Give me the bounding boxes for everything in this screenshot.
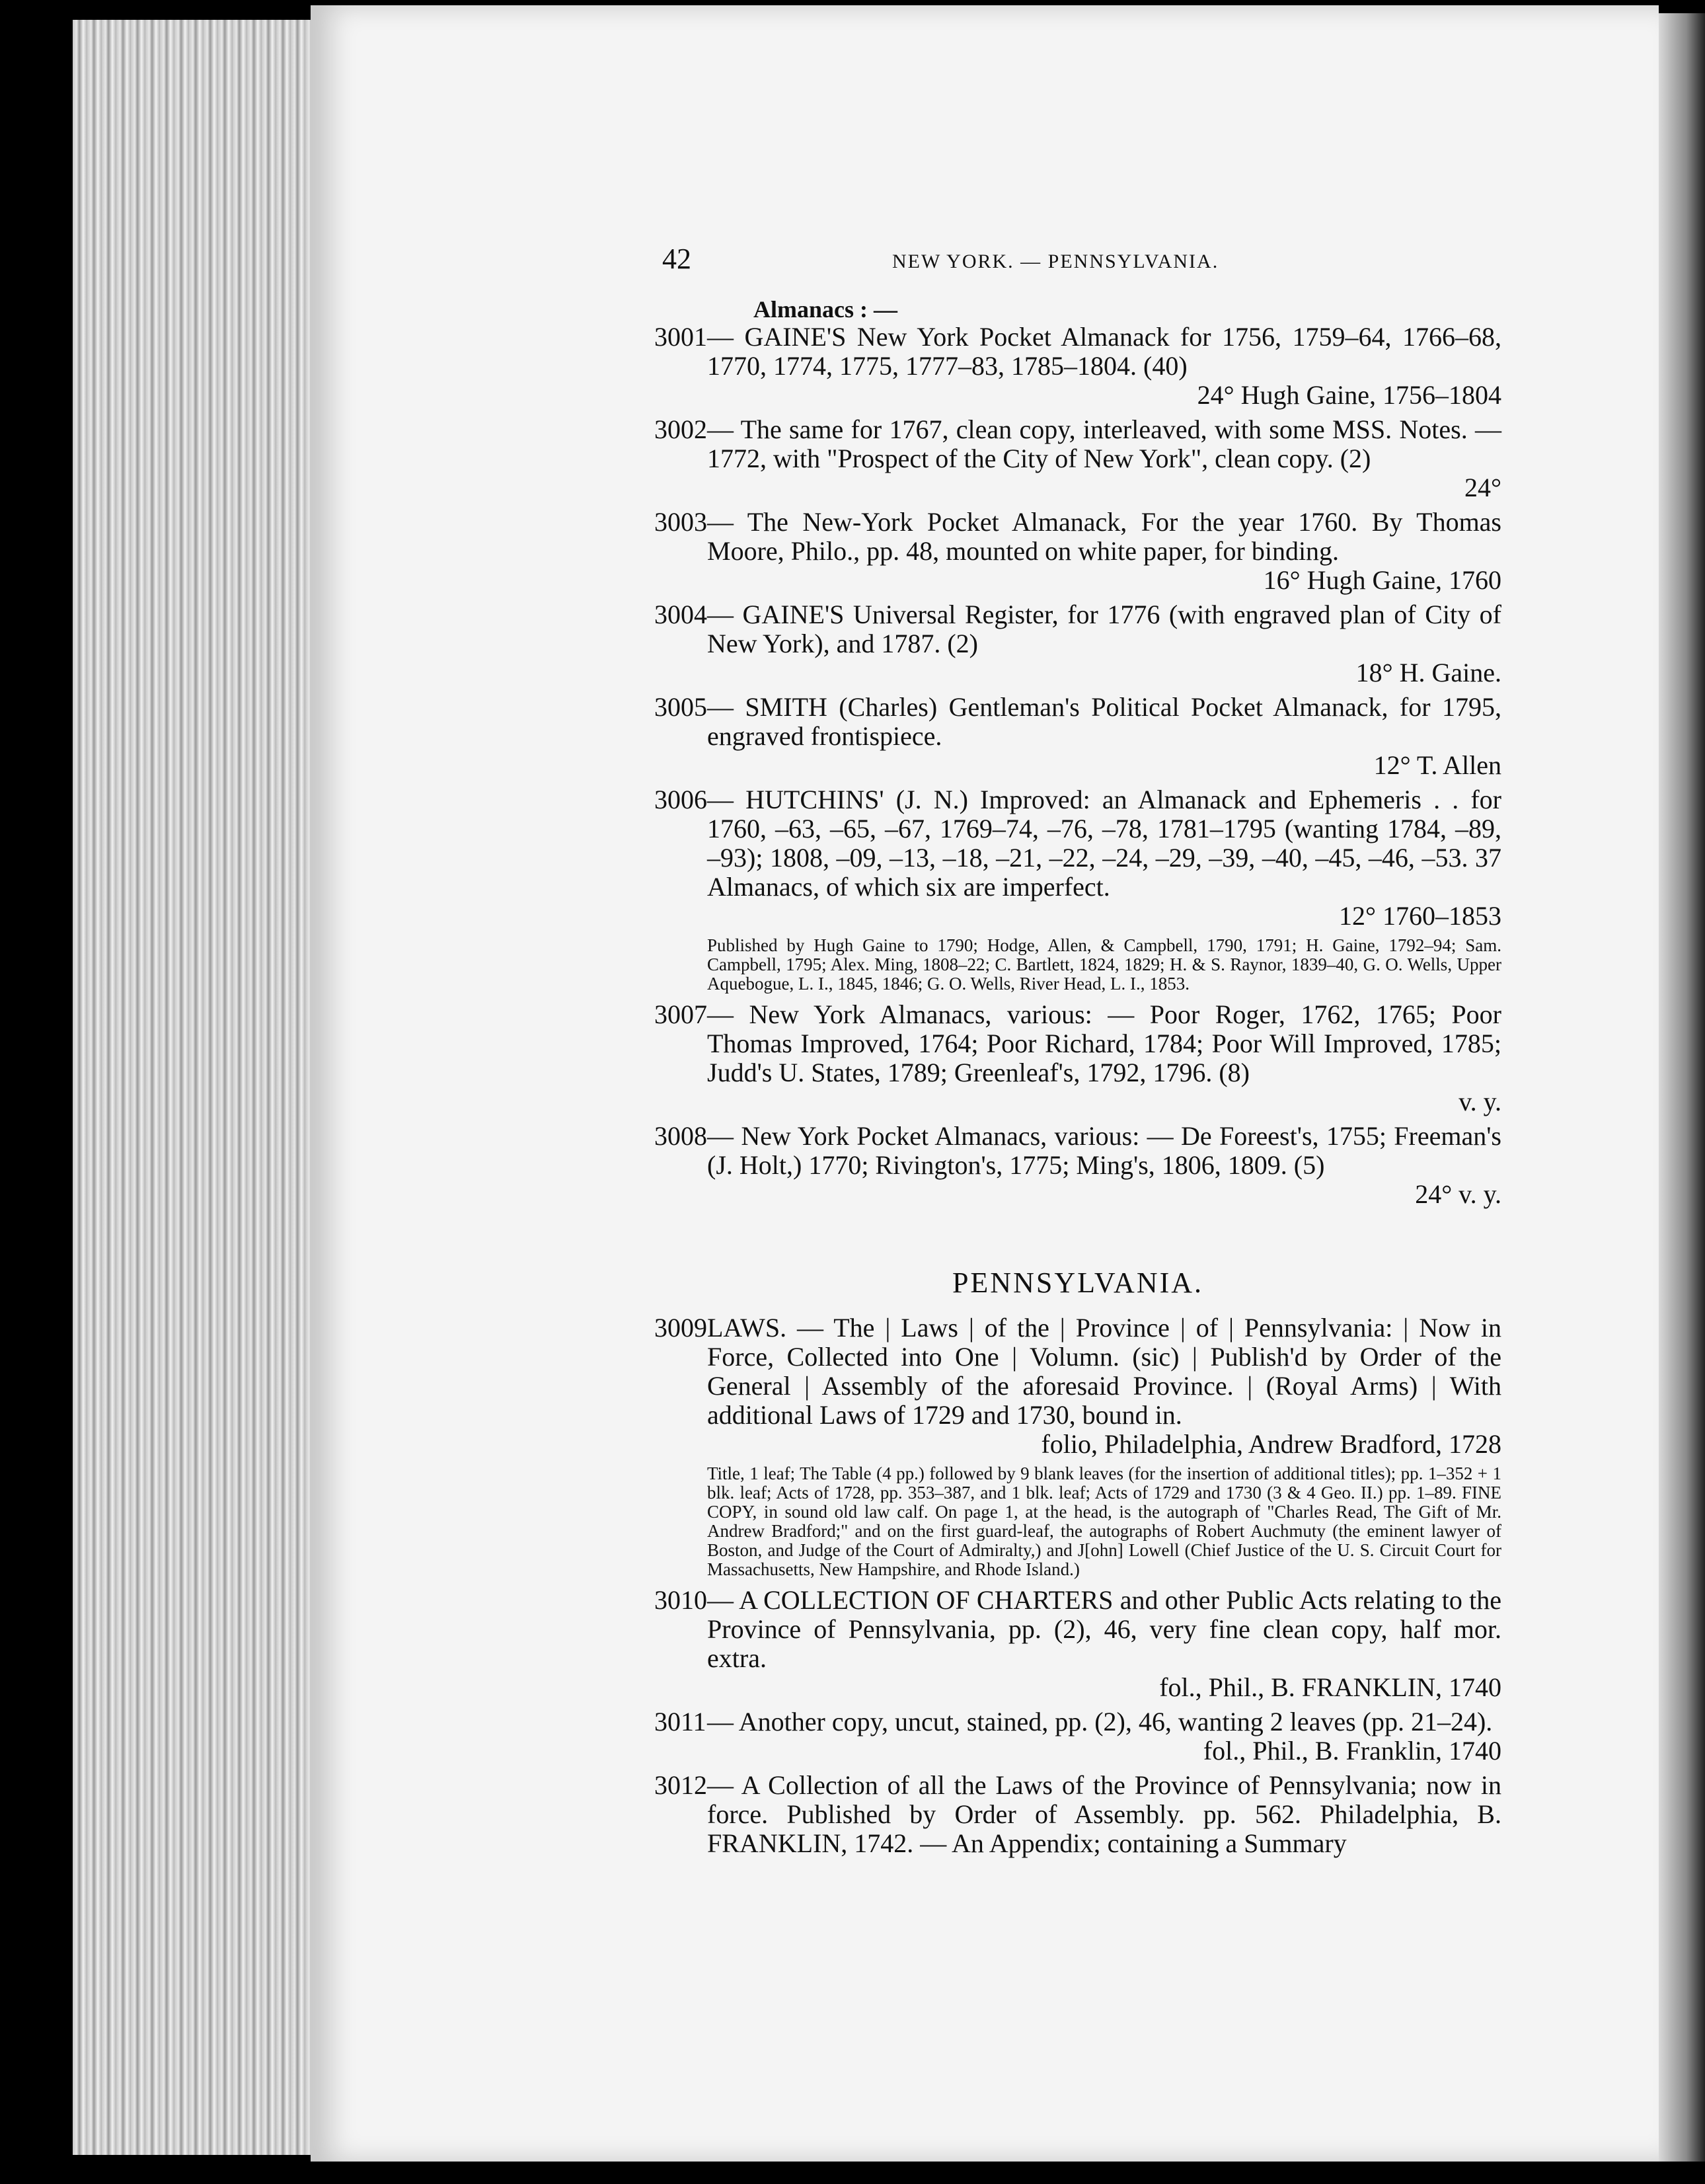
entry-text: — New York Pocket Almanacs, various: — De Foreest's, 1755; Freeman's (J. Holt,) 1770; Rivington's, 1775; Ming's, 1806, 1809. (5)	[707, 1121, 1501, 1180]
entry	[654, 1122, 1501, 1209]
entry-text: — The New-York Pocket Almanack, For the year 1760. By Thomas Moore, Philo., pp. 48, mounted on white paper, for binding.	[707, 507, 1501, 566]
entry-body	[654, 1707, 1501, 1766]
entry-text: — Another copy, uncut, stained, pp. (2), 46, wanting 2 leaves (pp. 21–24).	[707, 1707, 1493, 1736]
entry	[654, 600, 1501, 687]
entry-imprint: v. y.	[1459, 1087, 1501, 1116]
entry-number: 3007	[654, 999, 707, 1029]
entry-number: 3003	[654, 507, 707, 537]
entry-body	[654, 1313, 1501, 1459]
entry-body	[654, 508, 1501, 595]
entry-imprint: fol., Phil., B. FRANKLIN, 1740	[1159, 1672, 1501, 1702]
entry-imprint: 12° T. Allen	[1373, 750, 1501, 780]
entry-body	[654, 1122, 1501, 1209]
entry-text: — SMITH (Charles) Gentleman's Political Pocket Almanack, for 1795, engraved frontispiece.	[707, 692, 1501, 751]
entry-body	[654, 1771, 1501, 1858]
entry-number: 3009	[654, 1313, 707, 1343]
entry	[654, 508, 1501, 595]
entry-body	[654, 693, 1501, 780]
entry-imprint: 24° v. y.	[1415, 1179, 1501, 1209]
entry-number: 3008	[654, 1121, 707, 1151]
entry-text: — A COLLECTION OF CHARTERS and other Public Acts relating to the Province of Pennsylvania, pp. (2), 46, very fine clean copy, half mor. extra.	[707, 1585, 1501, 1673]
entry-body	[654, 1586, 1501, 1702]
entry-number: 3011	[654, 1707, 706, 1736]
entry-text: — The same for 1767, clean copy, interleaved, with some MSS. Notes. — 1772, with "Prospect of the City of New York", clean copy. (2)	[707, 414, 1501, 473]
subhead: Almanacs : —	[753, 296, 897, 323]
entry-text: — A Collection of all the Laws of the Province of Pennsylvania; now in force. Published by Order of Assembly. pp. 562. Philadelphia, B. FRANKLIN, 1742. — An Appendix; containing a Summary	[707, 1770, 1501, 1858]
entry-imprint: 18° H. Gaine.	[1355, 658, 1501, 687]
entry-body	[654, 415, 1501, 502]
entry-number: 3004	[654, 600, 707, 629]
entry-body	[654, 600, 1501, 687]
entry	[654, 1586, 1501, 1702]
entry	[654, 1000, 1501, 1116]
entry-body	[654, 323, 1501, 410]
entry-number: 3005	[654, 692, 707, 722]
entry-text: — HUTCHINS' (J. N.) Improved: an Almanack and Ephemeris . . for 1760, –63, –65, –67, 1769–74, –76, –78, 1781–1795 (wanting 1784, –89, –93); 1808, –09, –13, –18, –21, –22, –24, –29, –39, –40, –45, –46, –53. 37 Almanacs, of which six are imperfect.	[707, 785, 1501, 902]
page-stack-edges	[73, 20, 324, 2155]
entry-number: 3002	[654, 414, 707, 444]
entry	[654, 323, 1501, 410]
entry-imprint: 24° Hugh Gaine, 1756–1804	[1197, 380, 1501, 410]
entry-text: — New York Almanacs, various: — Poor Roger, 1762, 1765; Poor Thomas Improved, 1764; Poor Richard, 1784; Poor Will Improved, 1785; Judd's U. States, 1789; Greenleaf's, 1792, 1796. (8)	[707, 999, 1501, 1087]
entry	[654, 1313, 1501, 1579]
entry-imprint: fol., Phil., B. Franklin, 1740	[1203, 1736, 1501, 1766]
page-number: 42	[662, 243, 691, 275]
entry	[654, 785, 1501, 994]
entry	[654, 693, 1501, 780]
entry-number: 3001	[654, 322, 707, 352]
page-text	[654, 245, 1501, 1863]
entry-imprint: 24°	[1464, 473, 1501, 502]
entry-note: Title, 1 leaf; The Table (4 pp.) followed by 9 blank leaves (for the insertion of additional titles); pp. 1–352 + 1 blk. leaf; Acts of 1728, pp. 353–387, and 1 blk. leaf; Acts of 1729 and 1730 (3 & 4 Geo. II.) pp. 1–89. FINE COPY, in sound old law calf. On page 1, at the head, is the autograph of "Charles Read, The Gift of Mr. Andrew Bradford;" and on the first guard-leaf, the autographs of Robert Auchmuty (the eminent lawyer of Boston, and Judge of the Court of Admiralty,) and J[ohn] Lowell (Chief Justice of the U. S. Circuit Court for Massachusetts, New Hampshire, and Rhode Island.)	[707, 1463, 1501, 1579]
entry-imprint: 16° Hugh Gaine, 1760	[1263, 565, 1501, 595]
entry-imprint: folio, Philadelphia, Andrew Bradford, 1728	[1041, 1429, 1501, 1459]
entry-number: 3006	[654, 785, 707, 814]
entry-text: — GAINE'S New York Pocket Almanack for 1756, 1759–64, 1766–68, 1770, 1774, 1775, 1777–83, 1785–1804. (40)	[707, 322, 1501, 381]
entry	[654, 1771, 1501, 1858]
running-head: NEW YORK. — PENNSYLVANIA.	[892, 251, 1219, 272]
entry-text: — GAINE'S Universal Register, for 1776 (with engraved plan of City of New York), and 1787. (2)	[707, 600, 1501, 658]
section-title: PENNSYLVANIA.	[952, 1267, 1204, 1299]
entry-number: 3012	[654, 1770, 707, 1800]
entry-number: 3010	[654, 1585, 707, 1615]
entry-note: Published by Hugh Gaine to 1790; Hodge, Allen, & Campbell, 1790, 1791; H. Gaine, 1792–94; Sam. Campbell, 1795; Alex. Ming, 1808–22; C. Bartlett, 1824, 1829; H. & S. Raynor, 1839–40, G. O. Wells, Upper Aquebogue, L. I., 1845, 1846; G. O. Wells, River Head, L. I., 1853.	[707, 935, 1501, 994]
entry	[654, 1707, 1501, 1766]
pa-entry-list	[654, 1313, 1501, 1858]
right-page-edge	[1659, 13, 1705, 2162]
entry-imprint: 12° 1760–1853	[1339, 901, 1501, 931]
entry-text: LAWS. — The | Laws | of the | Province | of | Pennsylvania: | Now in Force, Collected into One | Volumn. (sic) | Publish'd by Order of the General | Assembly of the aforesaid Province. | (Royal Arms) | With additional Laws of 1729 and 1730, bound in.	[707, 1313, 1501, 1430]
entry-body	[654, 1000, 1501, 1116]
ny-entry-list	[654, 323, 1501, 1209]
entry-body	[654, 785, 1501, 931]
page-header	[654, 245, 1501, 282]
entry	[654, 415, 1501, 502]
